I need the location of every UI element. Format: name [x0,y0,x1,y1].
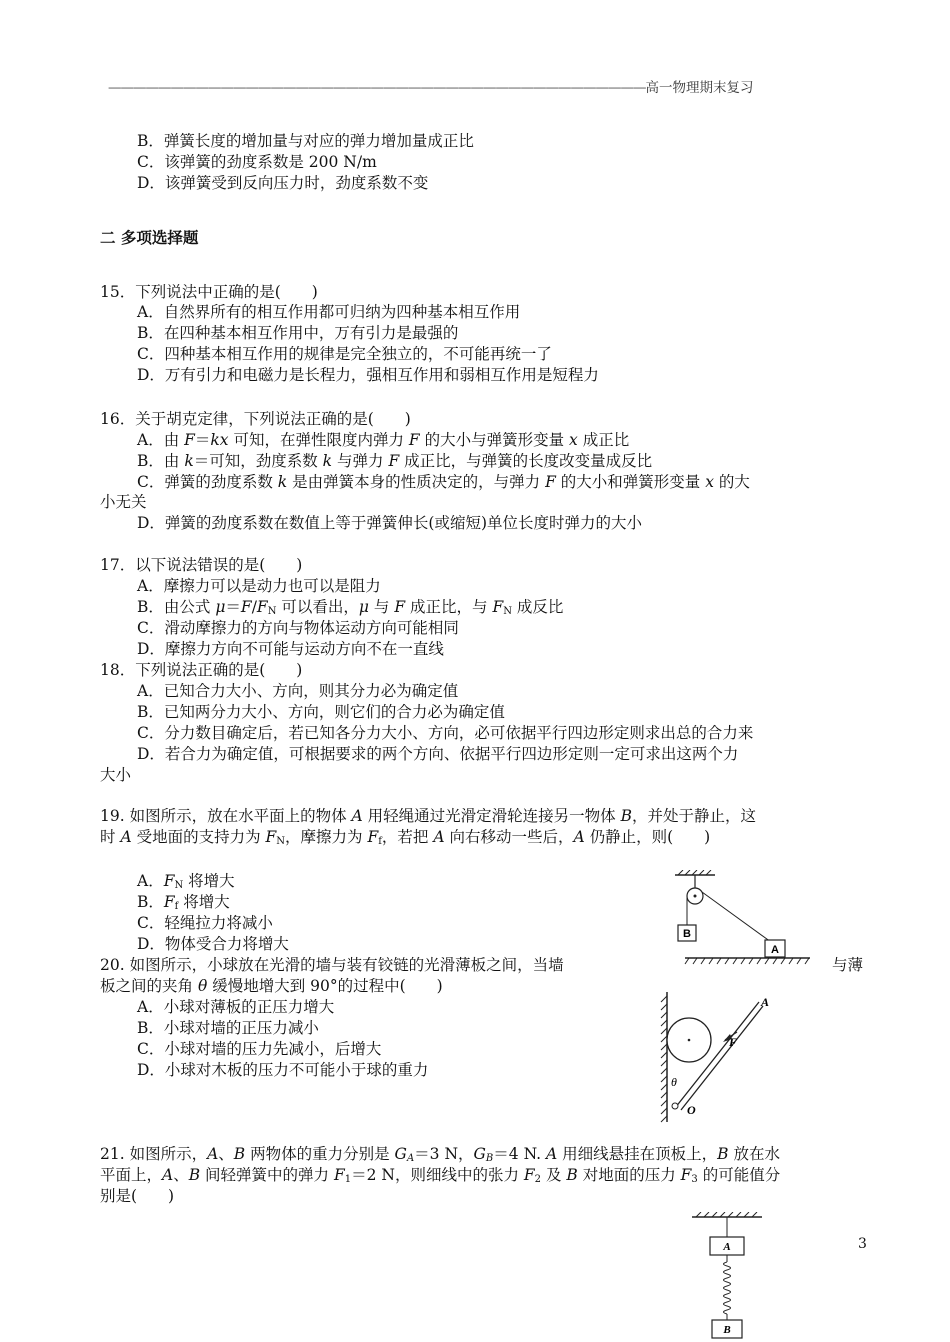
text-line: 与薄 [832,956,864,974]
page-number: 3 [858,1236,867,1252]
text-line: A．自然界所有的相互作用都可归纳为四种基本相互作用 [137,303,521,321]
text-line: 时 A 受地面的支持力为 $F_N$，摩擦力为 $F_f$，若把 A 向右移动一些后，A 仍静止，则( ) [100,828,711,847]
angle-label: θ [671,1075,677,1089]
text-line: B．$F_f$ 将增大 [137,893,230,912]
block-a-label: A [771,944,779,956]
text-line: A．摩擦力可以是动力也可以是阻力 [137,577,381,595]
text-line: B．小球对墙的正压力减小 [137,1019,319,1037]
text-line: C．分力数目确定后，若已知各分力大小、方向，必可依据平行四边形定则求出总的合力来 [137,724,754,742]
header-title: 高一物理期末复习 [645,80,754,96]
text-line: D．小球对木板的压力不可能小于球的重力 [137,1061,429,1079]
text-line: 17．以下说法错误的是( ) [100,556,303,574]
text-line: C．滑动摩擦力的方向与物体运动方向可能相同 [137,619,459,637]
text-line: 平面上，A、B 间轻弹簧中的弹力 $F_1=2$ N，则细线中的张力 $F_2$ 及 B 对地面的压力 $F_3$ 的可能值分 [100,1166,781,1185]
text-line: D．若合力为确定值，可根据要求的两个方向、依据平行四边形定则一定可求出这两个力 [137,745,739,763]
text-line: B．在四种基本相互作用中，万有引力是最强的 [137,324,459,342]
text-line: C．四种基本相互作用的规律是完全独立的，不可能再统一了 [137,345,552,363]
text-line: C．轻绳拉力将减小 [137,914,273,932]
text-line: 20. 如图所示，小球放在光滑的墙与装有铰链的光滑薄板之间，当墙 [100,956,564,974]
hinge-label: O [687,1103,696,1117]
text-line: B．由公式 $\mu=F/F_N$ 可以看出，μ 与 F 成正比，与 $F_N$ 成反比 [137,598,564,617]
text-line: D．弹簧的劲度系数在数值上等于弹簧伸长(或缩短)单位长度时弹力的大小 [137,514,643,532]
text-line: 小无关 [100,493,147,511]
text-line: C．弹簧的劲度系数 k 是由弹簧本身的性质决定的，与弹力 F 的大小和弹簧形变量 x 的大 [137,473,750,491]
figure-20-ball-wall [655,990,775,1125]
text-line: 18．下列说法正确的是( ) [100,661,303,679]
block-b-label: B [683,928,691,940]
figure-19-pulley [675,870,815,970]
text-line: D．该弹簧受到反向压力时，劲度系数不变 [137,174,429,192]
text-line: B．弹簧长度的增加量与对应的弹力增加量成正比 [137,132,474,150]
text-line: D．物体受合力将增大 [137,935,289,953]
header-rule: ——————————————————————————————————————————— [108,80,646,96]
block-b-label: B [723,1324,731,1336]
block-a-label: A [723,1241,731,1253]
text-line: B．由 k＝可知，劲度系数 k 与弹力 F 成正比，与弹簧的长度改变量成反比 [137,452,653,470]
text-line: 大小 [100,766,132,784]
text-line: A．已知合力大小、方向，则其分力必为确定值 [137,682,459,700]
text-line: 21. 如图所示，A、B 两物体的重力分别是 $G_A=3$ N，$G_B=4$ N. A 用细线悬挂在顶板上，B 放在水 [100,1145,780,1164]
text-line: 板之间的夹角 θ 缓慢地增大到 90°的过程中( ) [100,977,443,995]
force-label: F [729,1035,738,1049]
text-line: 别是( ) [100,1187,175,1205]
text-line: A．由 F＝kx 可知，在弹性限度内弹力 F 的大小与弹簧形变量 x 成正比 [137,431,630,449]
figure-21-spring [690,1212,765,1342]
text-line: D．摩擦力方向不可能与运动方向不在一直线 [137,640,444,658]
text-line: 16．关于胡克定律，下列说法正确的是( ) [100,410,411,428]
text-line: A．$F_N$ 将增大 [137,872,235,891]
text-line: D．万有引力和电磁力是长程力，强相互作用和弱相互作用是短程力 [137,366,599,384]
text-line: A．小球对薄板的正压力增大 [137,998,335,1016]
board-end-label: A [761,995,770,1009]
text-line: 19. 如图所示，放在水平面上的物体 A 用轻绳通过光滑定滑轮连接另一物体 B，并处于静止，这 [100,807,756,825]
page-header [108,76,860,96]
section-heading: 二 多项选择题 [100,228,199,247]
text-line: C．该弹簧的劲度系数是 200 N/m [137,153,377,171]
text-line: B．已知两分力大小、方向，则它们的合力必为确定值 [137,703,505,721]
text-line: C．小球对墙的压力先减小，后增大 [137,1040,382,1058]
text-line: 15．下列说法中正确的是( ) [100,283,318,301]
